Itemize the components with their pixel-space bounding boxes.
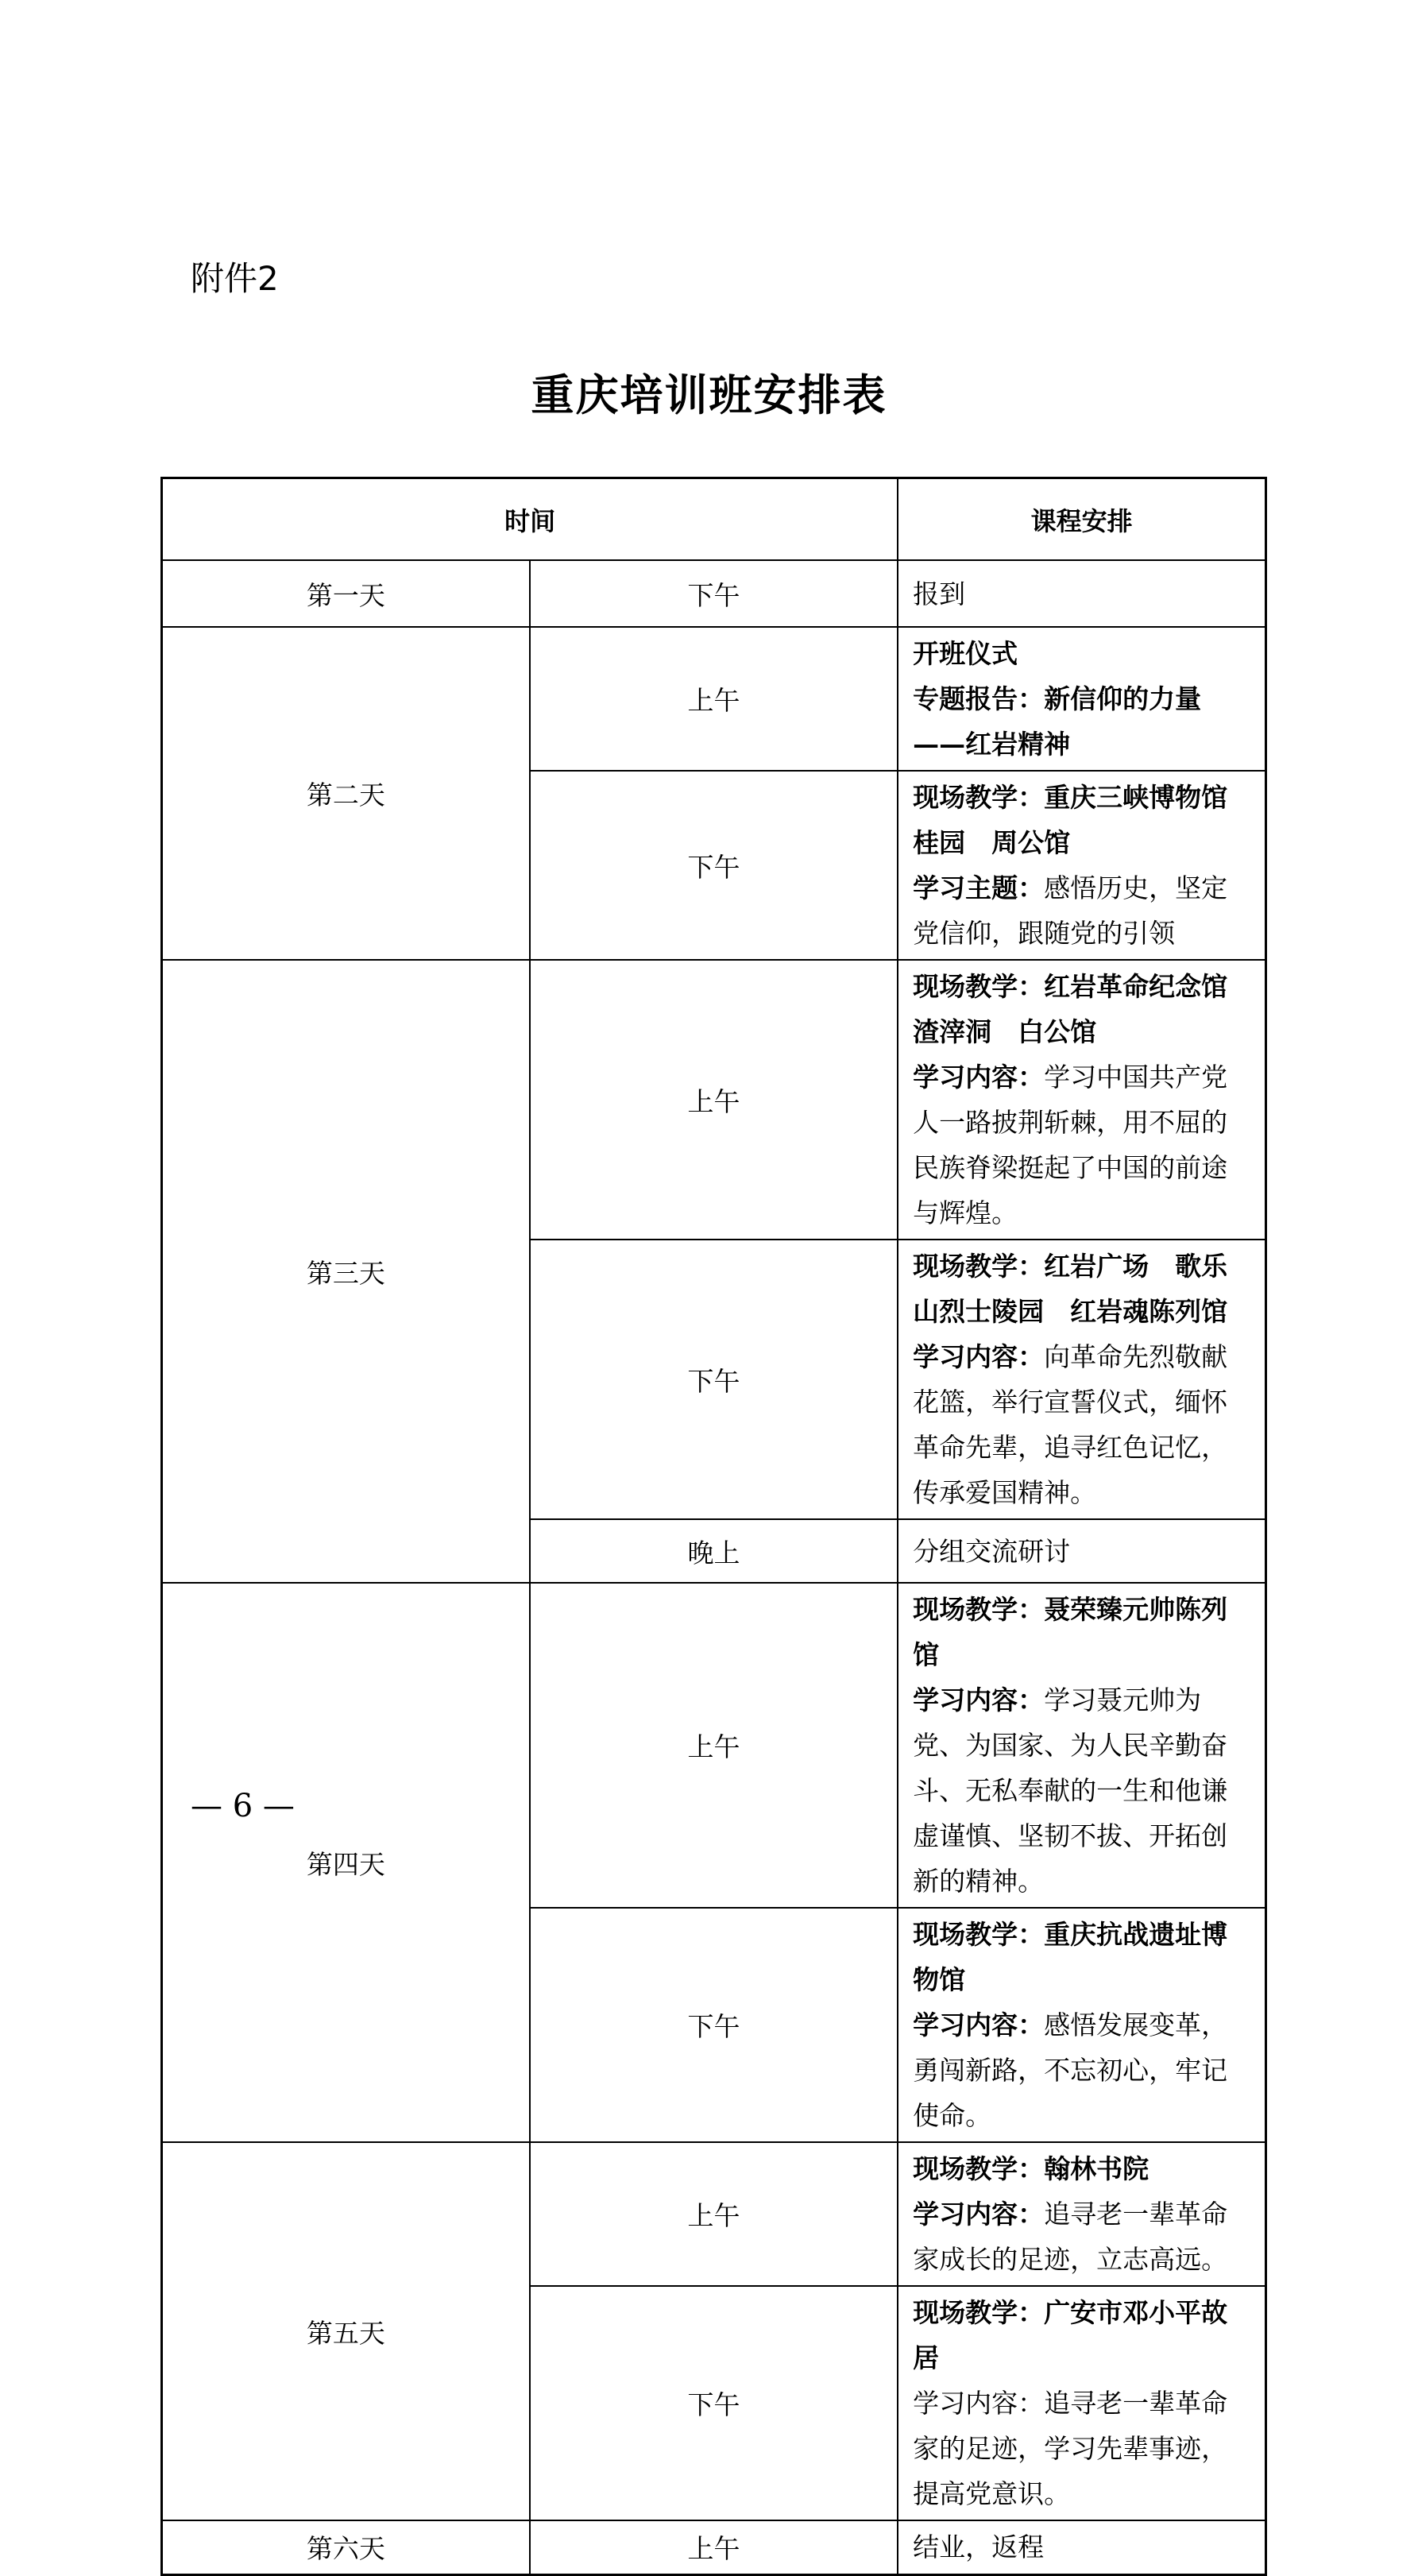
- day-cell: 第一天: [162, 560, 530, 627]
- course-cell: [898, 960, 1265, 1240]
- day-cell: 第四天: [162, 1583, 530, 2142]
- day-cell: 第六天: [162, 2520, 530, 2574]
- header-course: 课程安排: [898, 478, 1265, 561]
- course-text: 向革命先烈敬献花篮，举行宣誓仪式，缅怀革命先辈，追寻红色记忆，传承爱国精神。: [913, 1341, 1228, 1508]
- course-line: [913, 865, 1252, 956]
- course-label: 学习内容：: [913, 1062, 1045, 1093]
- period-cell: 下午: [530, 560, 898, 627]
- period-cell: 下午: [530, 1240, 898, 1519]
- course-title: 红岩广场 歌乐山烈士陵园 红岩魂陈列馆: [913, 1251, 1228, 1327]
- course-label: 现场教学：: [913, 971, 1045, 1002]
- course-label: 学习内容：: [913, 2388, 1045, 2419]
- attachment-label: 附件2: [191, 259, 279, 298]
- course-label: 学习主题：: [913, 872, 1045, 903]
- course-cell: [898, 771, 1265, 960]
- table-row: [162, 960, 1266, 1240]
- period-cell: 上午: [530, 2520, 898, 2574]
- period-cell: 上午: [530, 2142, 898, 2286]
- course-label: 现场教学：: [913, 1594, 1045, 1625]
- course-label: 现场教学：: [913, 1919, 1045, 1950]
- course-line: [913, 2290, 1252, 2381]
- table-header-row: [162, 478, 1266, 561]
- period-cell: 上午: [530, 627, 898, 771]
- course-line: [913, 631, 1252, 676]
- table-row: [162, 2142, 1266, 2286]
- course-line: [913, 676, 1252, 767]
- course-text: 感悟历史，坚定党信仰，跟随党的引领: [913, 872, 1228, 949]
- course-title: 聂荣臻元帅陈列馆: [913, 1594, 1228, 1670]
- course-cell: [898, 2286, 1265, 2520]
- course-label: 现场教学：: [913, 2297, 1045, 2328]
- course-cell: [898, 2520, 1265, 2574]
- course-heading: 开班仪式: [913, 638, 1018, 669]
- course-label: 现场教学：: [913, 2153, 1045, 2184]
- schedule-table: [160, 477, 1267, 2576]
- course-line: [913, 571, 1252, 617]
- course-cell: [898, 2142, 1265, 2286]
- table-row: [162, 627, 1266, 771]
- course-line: [913, 2524, 1252, 2570]
- course-cell: [898, 1240, 1265, 1519]
- page-number: — 6 —: [191, 1788, 295, 1824]
- course-label: 现场教学：: [913, 1251, 1045, 1282]
- page-title: 重庆培训班安排表: [531, 369, 887, 420]
- course-text: 学习聂元帅为党、为国家、为人民辛勤奋斗、无私奉献的一生和他谦虚谨慎、坚韧不拔、开拓创新的精神。: [913, 1684, 1228, 1897]
- schedule-body: [162, 560, 1266, 2574]
- course-line: [913, 1054, 1252, 1236]
- course-line: [913, 2002, 1252, 2138]
- course-text: 学习中国共产党人一路披荆斩棘，用不屈的民族脊梁挺起了中国的前途与辉煌。: [913, 1062, 1228, 1228]
- course-text: 报到: [913, 578, 966, 609]
- course-title: 广安市邓小平故居: [913, 2297, 1228, 2373]
- table-row: [162, 560, 1266, 627]
- course-line: [913, 1677, 1252, 1904]
- course-line: [913, 1529, 1252, 1574]
- period-cell: 下午: [530, 1908, 898, 2142]
- period-cell: 晚上: [530, 1519, 898, 1583]
- day-cell: 第三天: [162, 960, 530, 1583]
- course-title: 重庆三峡博物馆 桂园 周公馆: [913, 782, 1254, 858]
- period-cell: 上午: [530, 960, 898, 1240]
- course-line: [913, 1587, 1252, 1677]
- table-row: [162, 1583, 1266, 1908]
- period-cell: 上午: [530, 1583, 898, 1908]
- day-cell: 第五天: [162, 2142, 530, 2520]
- course-title: 重庆抗战遗址博物馆: [913, 1919, 1228, 1995]
- course-label: 学习内容：: [913, 1684, 1045, 1715]
- course-cell: [898, 1519, 1265, 1583]
- period-cell: 下午: [530, 771, 898, 960]
- course-line: [913, 2146, 1252, 2191]
- course-title: 新信仰的力量——红岩精神: [913, 683, 1202, 760]
- course-title: 翰林书院: [1044, 2153, 1149, 2184]
- period-cell: 下午: [530, 2286, 898, 2520]
- course-label: 学习内容：: [913, 1341, 1045, 1372]
- course-label: 学习内容：: [913, 2009, 1045, 2040]
- course-text: 分组交流研讨: [913, 1535, 1071, 1567]
- course-text: 追寻老一辈革命家成长的足迹，立志高远。: [913, 2199, 1228, 2275]
- course-cell: [898, 627, 1265, 771]
- course-line: [913, 1912, 1252, 2002]
- course-cell: [898, 1908, 1265, 2142]
- course-title: 红岩革命纪念馆 渣滓洞 白公馆: [913, 971, 1254, 1047]
- course-text: 追寻老一辈革命家的足迹，学习先辈事迹，提高党意识。: [913, 2388, 1228, 2509]
- course-cell: [898, 560, 1265, 627]
- course-text: 感悟发展变革，勇闯新路，不忘初心，牢记使命。: [913, 2009, 1228, 2131]
- course-line: [913, 2191, 1252, 2282]
- course-line: [913, 2381, 1252, 2516]
- table-row: [162, 2520, 1266, 2574]
- course-text: 结业，返程: [913, 2532, 1045, 2563]
- course-line: [913, 964, 1252, 1054]
- course-line: [913, 1334, 1252, 1515]
- course-line: [913, 1244, 1252, 1334]
- day-cell: 第二天: [162, 627, 530, 960]
- course-label: 专题报告：: [913, 683, 1045, 714]
- course-line: [913, 775, 1252, 865]
- course-cell: [898, 1583, 1265, 1908]
- header-time: 时间: [162, 478, 898, 561]
- course-label: 现场教学：: [913, 782, 1045, 813]
- course-label: 学习内容：: [913, 2199, 1045, 2230]
